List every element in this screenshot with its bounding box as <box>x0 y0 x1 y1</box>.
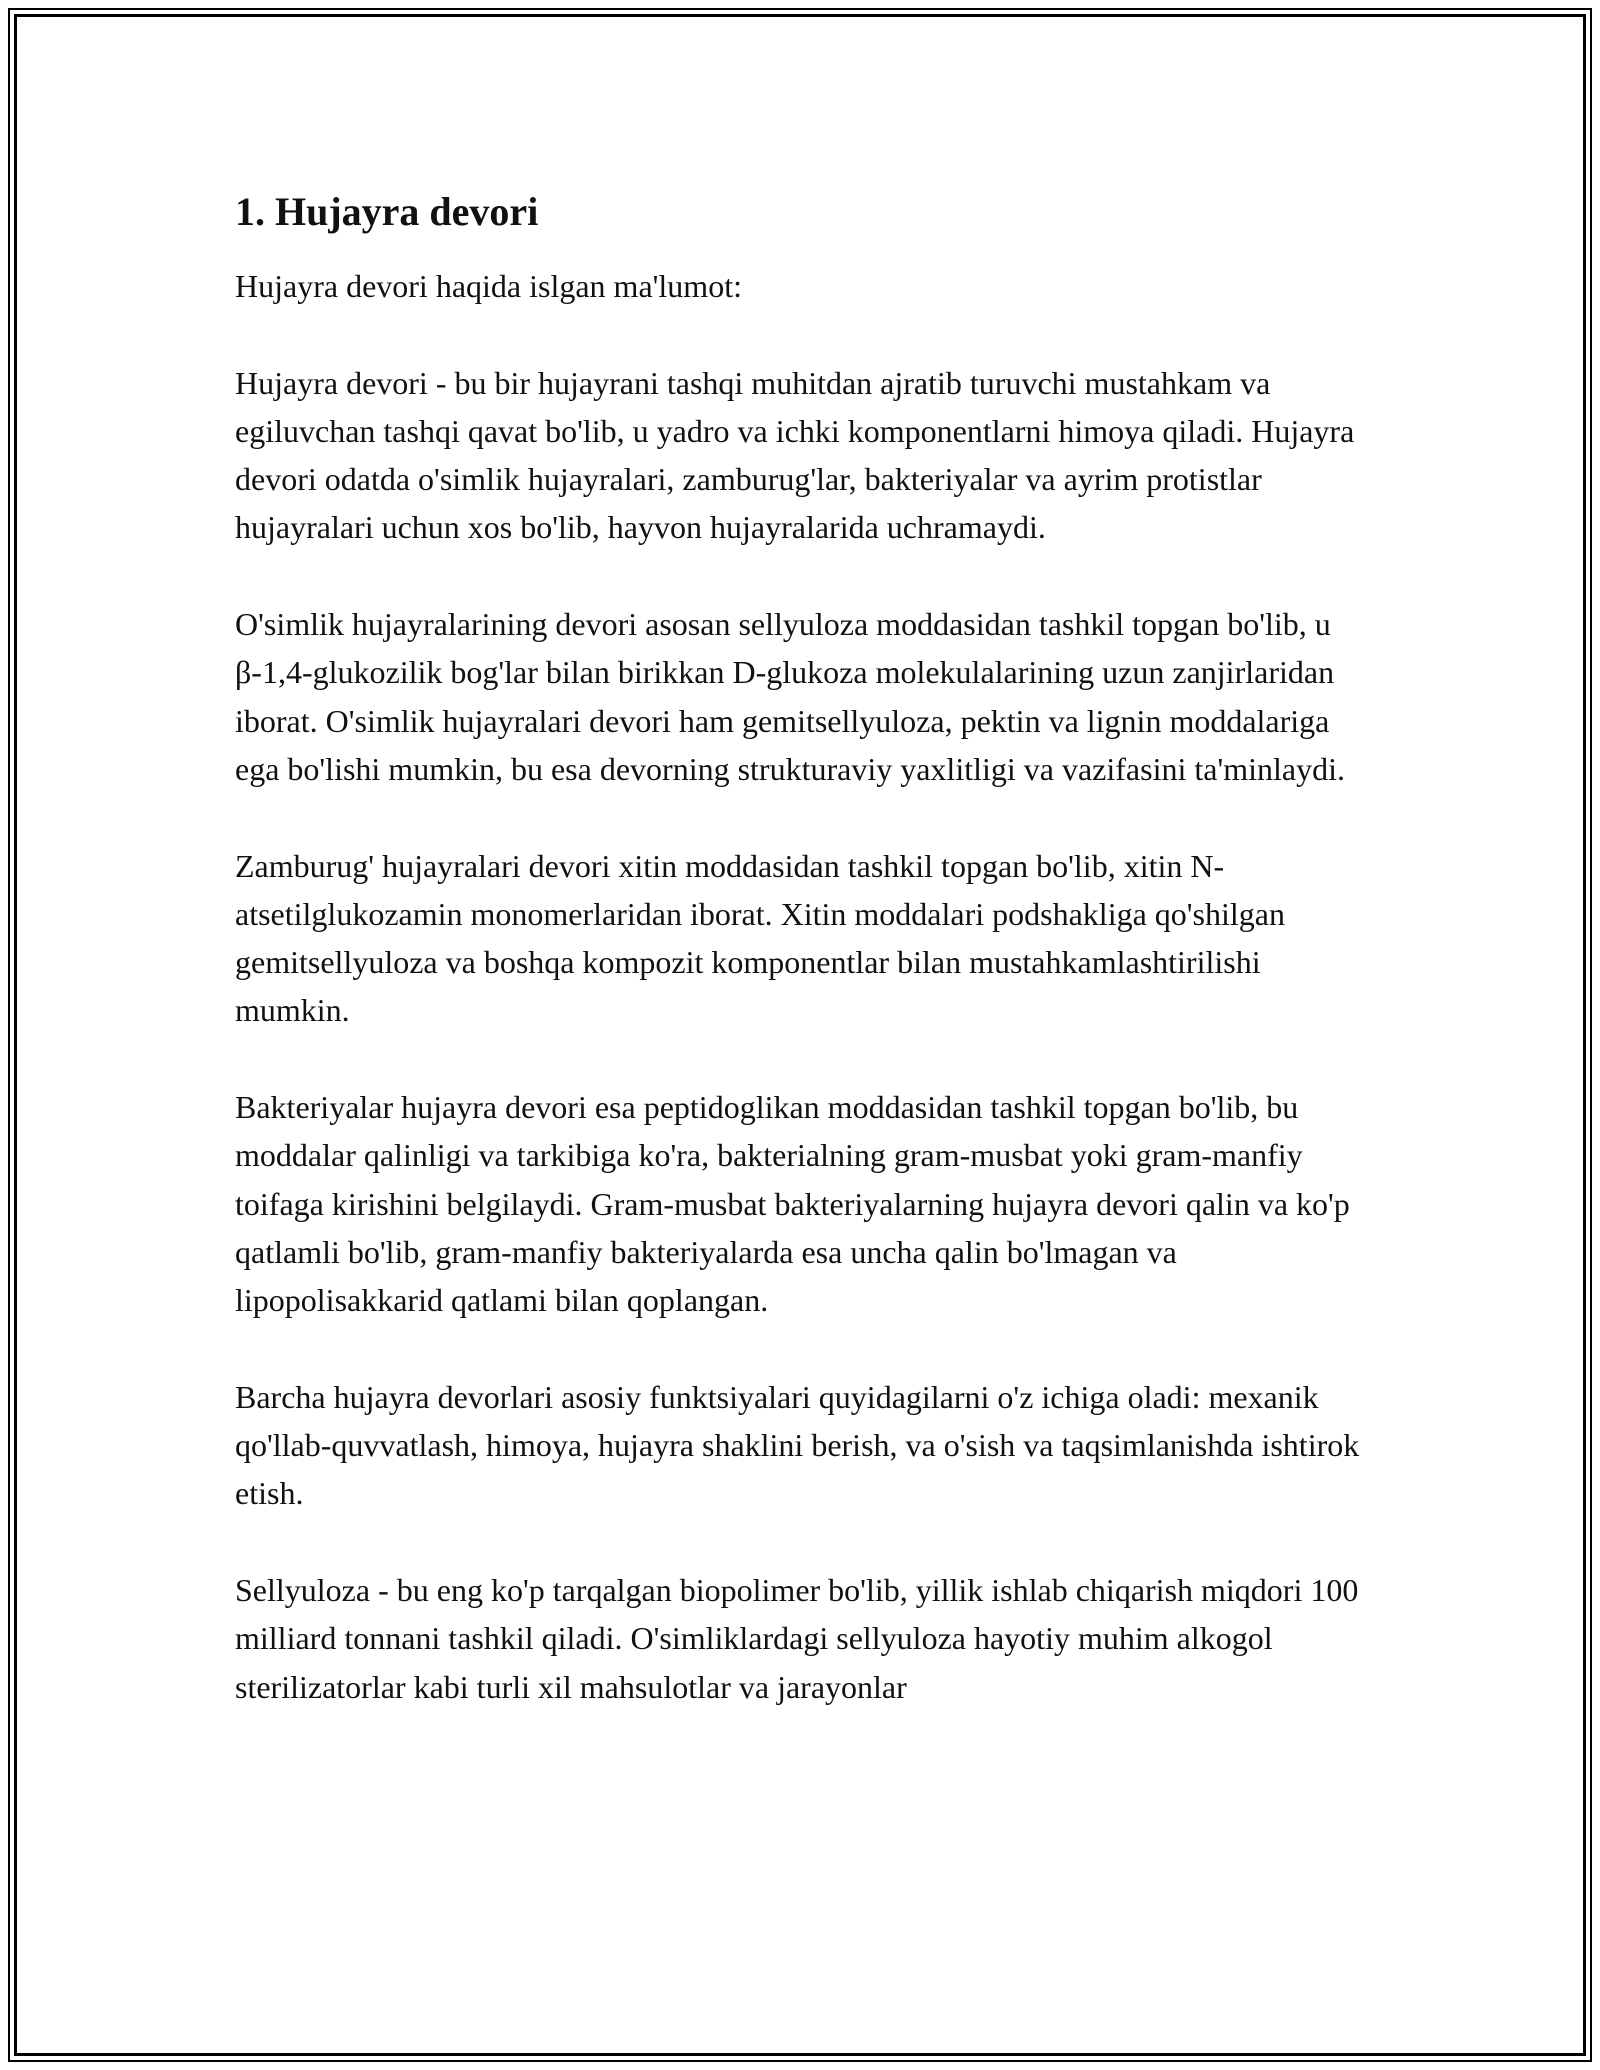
intro-paragraph: Hujayra devori haqida islgan ma'lumot: <box>235 268 742 304</box>
page-title: 1. Hujayra devori <box>235 189 539 234</box>
paragraph-fungal-cell-wall: Zamburug' hujayralari devori xitin moddasidan tashkil topgan bo'lib, xitin N-atsetilglukozamin monomerlaridan iborat. Xitin moddalari podshakliga qo'shilgan gemitsellyuloza va boshqa kompozit komponentlar bilan mustahkamlashtirilishi mumkin. <box>235 847 1285 1029</box>
paragraph-functions: Barcha hujayra devorlari asosiy funktsiyalari quyidagilarni o'z ichiga oladi: mexanik qo'llab-quvvatlash, himoya, hujayra shaklini berish, va o'sish va taqsimlanishda ishtirok etish. <box>235 1378 1360 1512</box>
document-body <box>235 188 1370 1759</box>
paragraph-cellulose: Sellyuloza - bu eng ko'p tarqalgan biopolimer bo'lib, yillik ishlab chiqarish miqdori 100 milliard tonnani tashkil qiladi. O'simliklardagi sellyuloza hayotiy muhim alkogol sterilizatorlar kabi turli xil mahsulotlar va jarayonlar <box>235 1572 1359 1705</box>
paragraph-plant-cell-wall: O'simlik hujayralarining devori asosan sellyuloza moddasidan tashkil topgan bo'lib, u β-1,4-glukozilik bog'lar bilan birikkan D-glukoza molekulalarining uzun zanjirlaridan iborat. O'simlik hujayralari devori ham gemitsellyuloza, pektin va lignin moddalariga ega bo'lishi mumkin, bu esa devorning strukturaviy yaxlitligi va vazifasini ta'minlaydi. <box>235 606 1345 787</box>
paragraph-bacterial-cell-wall: Bakteriyalar hujayra devori esa peptidoglikan moddasidan tashkil topgan bo'lib, bu moddalar qalinligi va tarkibiga ko'ra, bakterialning gram-musbat yoki gram-manfiy toifaga kirishini belgilaydi. Gram-musbat bakteriyalarning hujayra devori qalin va ko'p qatlamli bo'lib, gram-manfiy bakteriyalarda esa uncha qalin bo'lmagan va lipopolisakkarid qatlami bilan qoplangan. <box>235 1089 1350 1319</box>
paragraph-definition: Hujayra devori - bu bir hujayrani tashqi muhitdan ajratib turuvchi mustahkam va egiluvchan tashqi qavat bo'lib, u yadro va ichki komponentlarni himoya qiladi. Hujayra devori odatda o'simlik hujayralari, zamburug'lar, bakteriyalar va ayrim protistlar hujayralari uchun xos bo'lib, hayvon hujayralarida uchramaydi. <box>235 364 1355 546</box>
